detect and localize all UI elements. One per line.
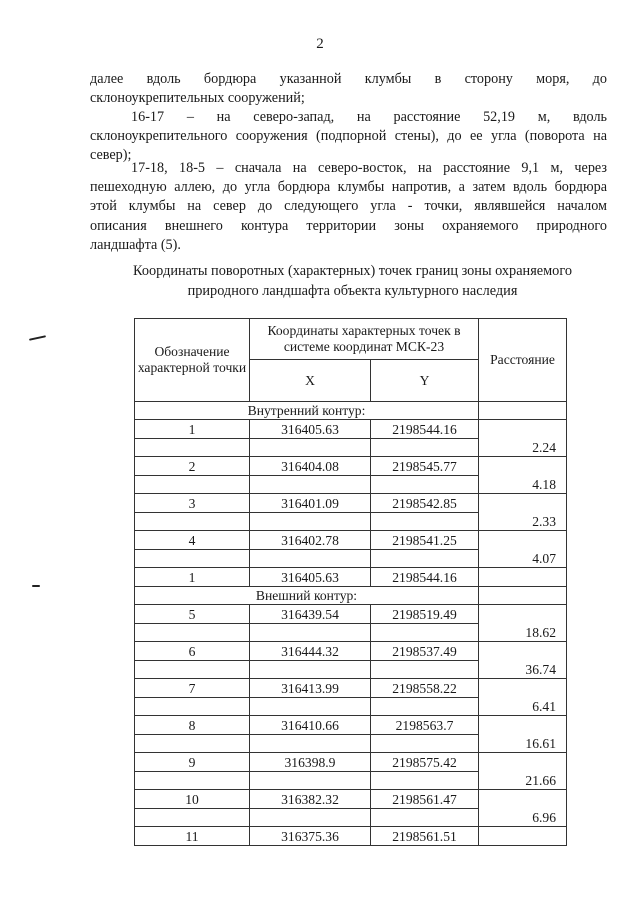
text-line: ландшафта (5).: [90, 236, 181, 253]
heading-line: природного ландшафта объекта культурного наследия: [187, 282, 518, 299]
table-row: [135, 457, 567, 476]
table-row: [135, 568, 567, 587]
table-row: [135, 642, 567, 661]
cell-distance-empty: [479, 605, 567, 624]
page-number: 2: [316, 36, 324, 52]
table-row: [135, 531, 567, 550]
text-line: 16-17 – на северо-запад, на расстояние 52,19 м, вдоль: [131, 109, 607, 125]
header-point: Обозначение характерной точки: [135, 319, 250, 402]
cell-x: 316405.63: [250, 420, 371, 439]
cell-distance: 2.24: [479, 439, 567, 457]
cell-distance-empty: [479, 420, 567, 439]
table-row: [135, 494, 567, 513]
cell-distance: 21.66: [479, 772, 567, 790]
cell-point: 11: [135, 827, 250, 846]
table-row: [135, 439, 567, 457]
cell-distance-empty: [479, 827, 567, 846]
cell-point: 1: [135, 568, 250, 587]
cell-y: 2198519.49: [371, 605, 479, 624]
table-row: [135, 790, 567, 809]
table-row: [135, 716, 567, 735]
cell-y: 2198575.42: [371, 753, 479, 772]
cell-point: 4: [135, 531, 250, 550]
cell-distance-empty: [479, 790, 567, 809]
cell-x: 316413.99: [250, 679, 371, 698]
cell-point: 2: [135, 457, 250, 476]
cell-y: 2198544.16: [371, 420, 479, 439]
cell-x: 316401.09: [250, 494, 371, 513]
table-row: [135, 735, 567, 753]
cell-y: 2198537.49: [371, 642, 479, 661]
scan-mark: [29, 335, 46, 340]
text-line: склоноукрепительных сооружений;: [90, 90, 305, 107]
cell-point: 1: [135, 420, 250, 439]
section-inner-title: Внутренний контур:: [135, 402, 479, 420]
cell-distance: 2.33: [479, 513, 567, 531]
header-distance: Расстояние: [479, 319, 567, 402]
section-empty: [479, 587, 567, 605]
cell-y: 2198545.77: [371, 457, 479, 476]
cell-x: 316410.66: [250, 716, 371, 735]
cell-x: 316439.54: [250, 605, 371, 624]
text-line: описания внешнего контура территории зоны охраняемого природного: [90, 217, 607, 234]
cell-distance: 18.62: [479, 624, 567, 642]
table-row: [135, 420, 567, 439]
cell-point: 3: [135, 494, 250, 513]
table-row: [135, 772, 567, 790]
cell-point: 8: [135, 716, 250, 735]
text-line: север);: [90, 147, 132, 164]
cell-y: 2198558.22: [371, 679, 479, 698]
cell-x: 316398.9: [250, 753, 371, 772]
cell-x: 316402.78: [250, 531, 371, 550]
table-row: [135, 661, 567, 679]
cell-x: 316444.32: [250, 642, 371, 661]
text-line: склоноукрепительного сооружения (подпорной стены), до ее угла (поворота на: [90, 128, 607, 145]
text-line: пешеходную аллею, до угла бордюра клумбы напротив, а затем вдоль бордюра: [90, 179, 607, 196]
cell-point: 7: [135, 679, 250, 698]
section-outer-title: Внешний контур:: [135, 587, 479, 605]
cell-x: 316375.36: [250, 827, 371, 846]
table-row: [135, 513, 567, 531]
cell-distance-empty: [479, 642, 567, 661]
cell-distance: 36.74: [479, 661, 567, 679]
cell-distance-empty: [479, 531, 567, 550]
cell-y: 2198561.51: [371, 827, 479, 846]
table-row: [135, 753, 567, 772]
cell-point: 5: [135, 605, 250, 624]
cell-x: 316404.08: [250, 457, 371, 476]
paragraph-1: [90, 70, 607, 108]
header-x: X: [250, 360, 371, 402]
cell-distance: 4.18: [479, 476, 567, 494]
heading-line: Координаты поворотных (характерных) точек границ зоны охраняемого: [133, 263, 572, 279]
cell-y: 2198542.85: [371, 494, 479, 513]
cell-point: 9: [135, 753, 250, 772]
cell-x: 316405.63: [250, 568, 371, 587]
table-heading: [60, 262, 640, 301]
header-y: Y: [371, 360, 479, 402]
text-line: далее вдоль бордюра указанной клумбы в сторону моря, до: [90, 71, 607, 87]
cell-y: 2198561.47: [371, 790, 479, 809]
coordinates-table: [134, 318, 567, 846]
cell-distance: 4.07: [479, 550, 567, 568]
section-empty: [479, 402, 567, 420]
cell-y: 2198563.7: [371, 716, 479, 735]
cell-x: 316382.32: [250, 790, 371, 809]
cell-distance: 6.41: [479, 698, 567, 716]
cell-distance: 16.61: [479, 735, 567, 753]
paragraph-3: [90, 159, 607, 255]
cell-distance-empty: [479, 679, 567, 698]
cell-distance: 6.96: [479, 809, 567, 827]
table-row: [135, 476, 567, 494]
cell-point: 10: [135, 790, 250, 809]
text-line: 17-18, 18-5 – сначала на северо-восток, на расстояние 9,1 м, через: [131, 160, 607, 176]
cell-point: 6: [135, 642, 250, 661]
table-row: [135, 550, 567, 568]
table-row: [135, 827, 567, 846]
cell-distance-empty: [479, 716, 567, 735]
cell-distance-empty: [479, 568, 567, 587]
cell-distance-empty: [479, 753, 567, 772]
table-row: [135, 679, 567, 698]
cell-y: 2198541.25: [371, 531, 479, 550]
cell-y: 2198544.16: [371, 568, 479, 587]
header-coordinates: Координаты характерных точек в системе координат МСК-23: [250, 319, 479, 360]
cell-distance-empty: [479, 494, 567, 513]
scan-mark: [32, 585, 40, 587]
paragraph-2: [90, 108, 607, 166]
text-line: этой клумбы на север до следующего угла - точки, являвшейся началом: [90, 198, 607, 215]
table-row: [135, 605, 567, 624]
table-row: [135, 698, 567, 716]
cell-distance-empty: [479, 457, 567, 476]
table-row: [135, 624, 567, 642]
table-row: [135, 809, 567, 827]
